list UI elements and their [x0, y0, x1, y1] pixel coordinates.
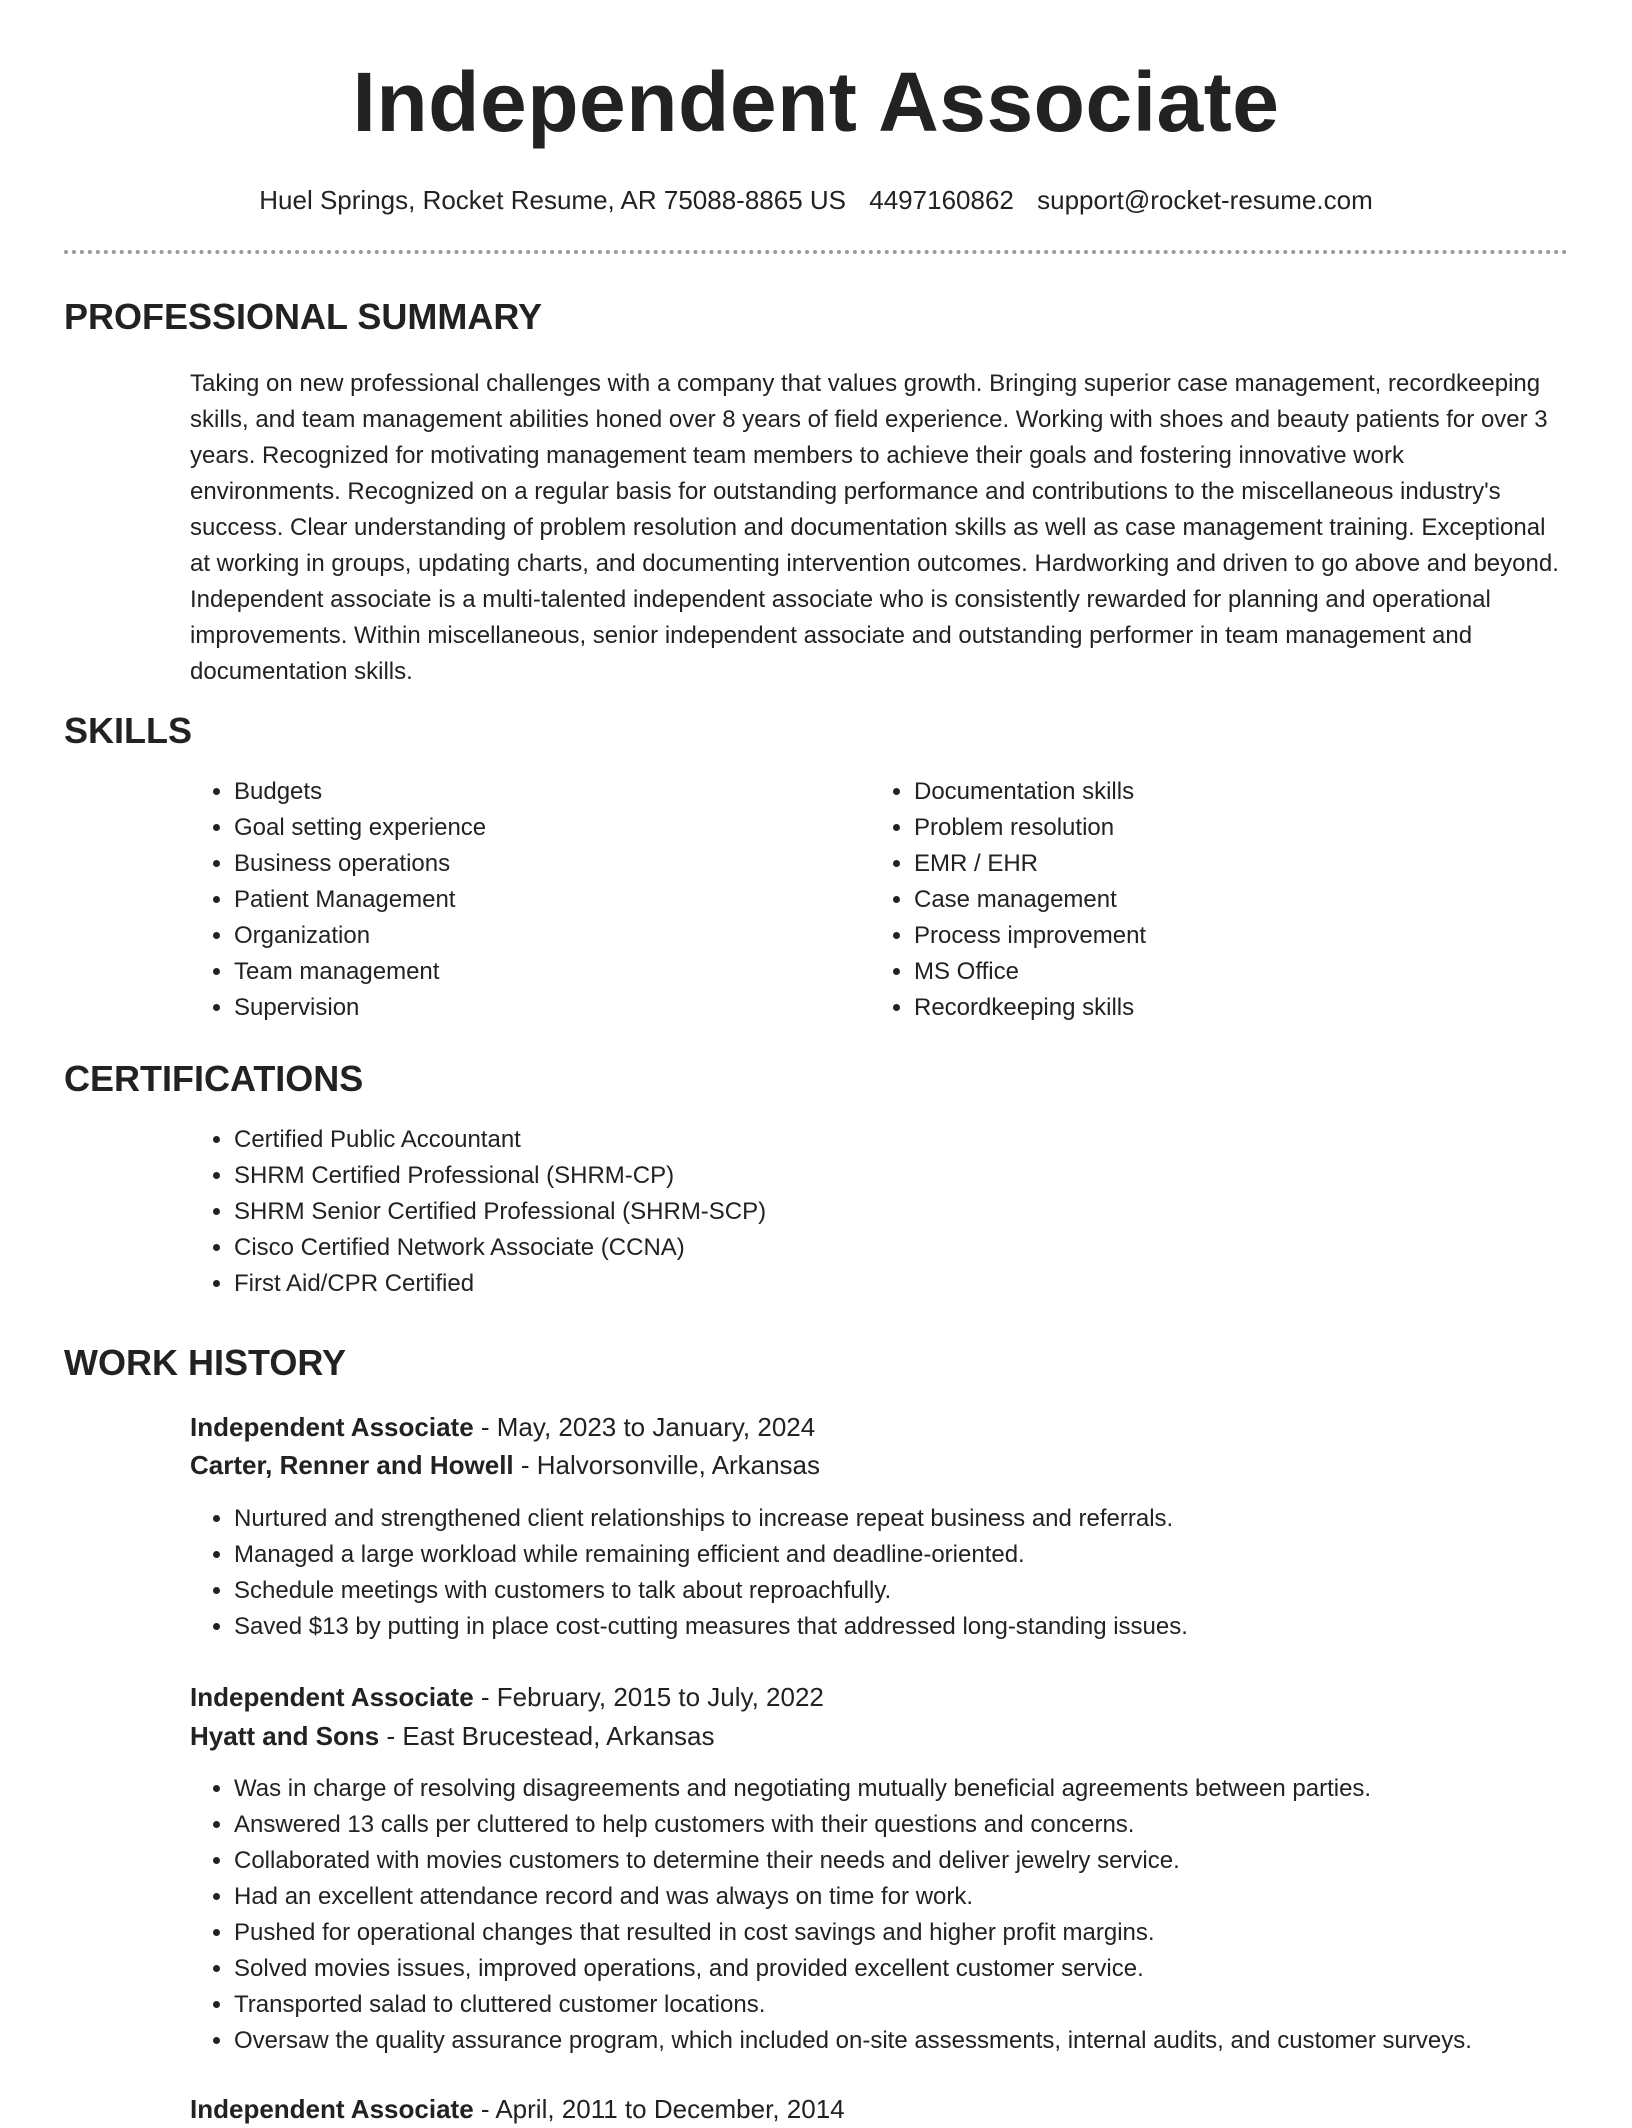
job-company-line — [190, 1717, 715, 1755]
skill-item: • Organization — [234, 918, 834, 954]
skill-item: • Business operations — [234, 846, 834, 882]
email[interactable]: support@rocket-resume.com — [1037, 185, 1373, 215]
skill-item: • Documentation skills — [914, 774, 1514, 810]
skill-item: • Process improvement — [914, 918, 1514, 954]
certification-item: • SHRM Senior Certified Professional (SHRM-SCP) — [234, 1194, 1534, 1230]
job-bullet: • Had an excellent attendance record and was always on time for work. — [234, 1879, 1632, 1915]
job-bullet: • Managed a large workload while remaining efficient and deadline-oriented. — [234, 1537, 1624, 1573]
contact-line — [0, 183, 1632, 217]
certification-item: • Cisco Certified Network Associate (CCNA) — [234, 1230, 1534, 1266]
job-bullet: • Transported salad to cluttered customer locations. — [234, 1987, 1632, 2023]
job-bullet: • Nurtured and strengthened client relationships to increase repeat business and referrals. — [234, 1501, 1624, 1537]
job-role: Independent Associate — [190, 2094, 474, 2124]
skill-item: • EMR / EHR — [914, 846, 1514, 882]
candidate-name: Independent Associate — [352, 55, 1280, 149]
skills-list-left — [190, 774, 834, 1026]
skill-item: • Goal setting experience — [234, 810, 834, 846]
job-title-line — [190, 1408, 815, 1446]
certification-item: • First Aid/CPR Certified — [234, 1266, 1534, 1302]
job-bullet: • Schedule meetings with customers to talk about reproachfully. — [234, 1573, 1624, 1609]
skill-item: • Recordkeeping skills — [914, 990, 1514, 1026]
job-title-line — [190, 2090, 845, 2128]
section-title-certifications: CERTIFICATIONS — [64, 1058, 364, 1099]
job-location: - Halvorsonville, Arkansas — [513, 1450, 820, 1480]
job-bullets — [190, 1771, 1632, 2059]
job-bullet: • Oversaw the quality assurance program, which included on-site assessments, internal audits, and customer surveys. — [234, 2023, 1632, 2059]
job-company: Carter, Renner and Howell — [190, 1450, 514, 1480]
skill-item: • MS Office — [914, 954, 1514, 990]
job-bullet: • Pushed for operational changes that resulted in cost savings and higher profit margins. — [234, 1915, 1632, 1951]
summary-text: Taking on new professional challenges with a company that values growth. Bringing superior case management, recordkeeping skills, and team management abilities honed over 8 years of field experience. Working with shoes and beauty patients for over 3 years. Recognized for motivating management team members to achieve their goals and fostering innovative work environments. Recognized on a regular basis for outstanding performance and contributions to the miscellaneous industry's success. Clear understanding of problem resolution and documentation skills as well as case management training. Exceptional at working in groups, updating charts, and documenting intervention outcomes. Hardworking and driven to go above and beyond. Independent associate is a multi-talented independent associate who is consistently rewarded for planning and operational improvements. Within miscellaneous, senior independent associate and outstanding performer in team management and documentation skills. — [190, 370, 1559, 685]
skills-list-right — [870, 774, 1514, 1026]
certification-item: • SHRM Certified Professional (SHRM-CP) — [234, 1158, 1534, 1194]
job-dates: - May, 2023 to January, 2024 — [473, 1412, 816, 1442]
section-title-work-history: WORK HISTORY — [64, 1342, 347, 1383]
job-title-line — [190, 1678, 824, 1716]
job-bullet: • Saved $13 by putting in place cost-cutting measures that addressed long-standing issues. — [234, 1609, 1624, 1645]
section-title-skills: SKILLS — [64, 710, 193, 751]
job-location: - East Brucestead, Arkansas — [379, 1721, 715, 1751]
job-bullet: • Collaborated with movies customers to determine their needs and deliver jewelry service. — [234, 1843, 1632, 1879]
skill-item: • Problem resolution — [914, 810, 1514, 846]
header-divider — [64, 250, 1568, 254]
phone: 4497160862 — [869, 185, 1014, 215]
job-company: Hyatt and Sons — [190, 1721, 380, 1751]
skill-item: • Team management — [234, 954, 834, 990]
job-dates: - February, 2015 to July, 2022 — [473, 1682, 824, 1712]
certification-item: • Certified Public Accountant — [234, 1122, 1534, 1158]
job-bullet: • Answered 13 calls per cluttered to help customers with their questions and concerns. — [234, 1807, 1632, 1843]
certifications-list — [190, 1122, 1534, 1302]
job-dates: - April, 2011 to December, 2014 — [473, 2094, 845, 2124]
skill-item: • Budgets — [234, 774, 834, 810]
job-bullets — [190, 1501, 1624, 1645]
job-company-line — [190, 1446, 820, 1484]
skill-item: • Case management — [914, 882, 1514, 918]
skill-item: • Supervision — [234, 990, 834, 1026]
section-title-summary: PROFESSIONAL SUMMARY — [64, 296, 543, 337]
job-bullet: • Was in charge of resolving disagreements and negotiating mutually beneficial agreements between parties. — [234, 1771, 1632, 1807]
skill-item: • Patient Management — [234, 882, 834, 918]
job-bullet: • Solved movies issues, improved operations, and provided excellent customer service. — [234, 1951, 1632, 1987]
job-role: Independent Associate — [190, 1412, 474, 1442]
job-role: Independent Associate — [190, 1682, 474, 1712]
address: Huel Springs, Rocket Resume, AR 75088-8865 US — [259, 185, 847, 215]
